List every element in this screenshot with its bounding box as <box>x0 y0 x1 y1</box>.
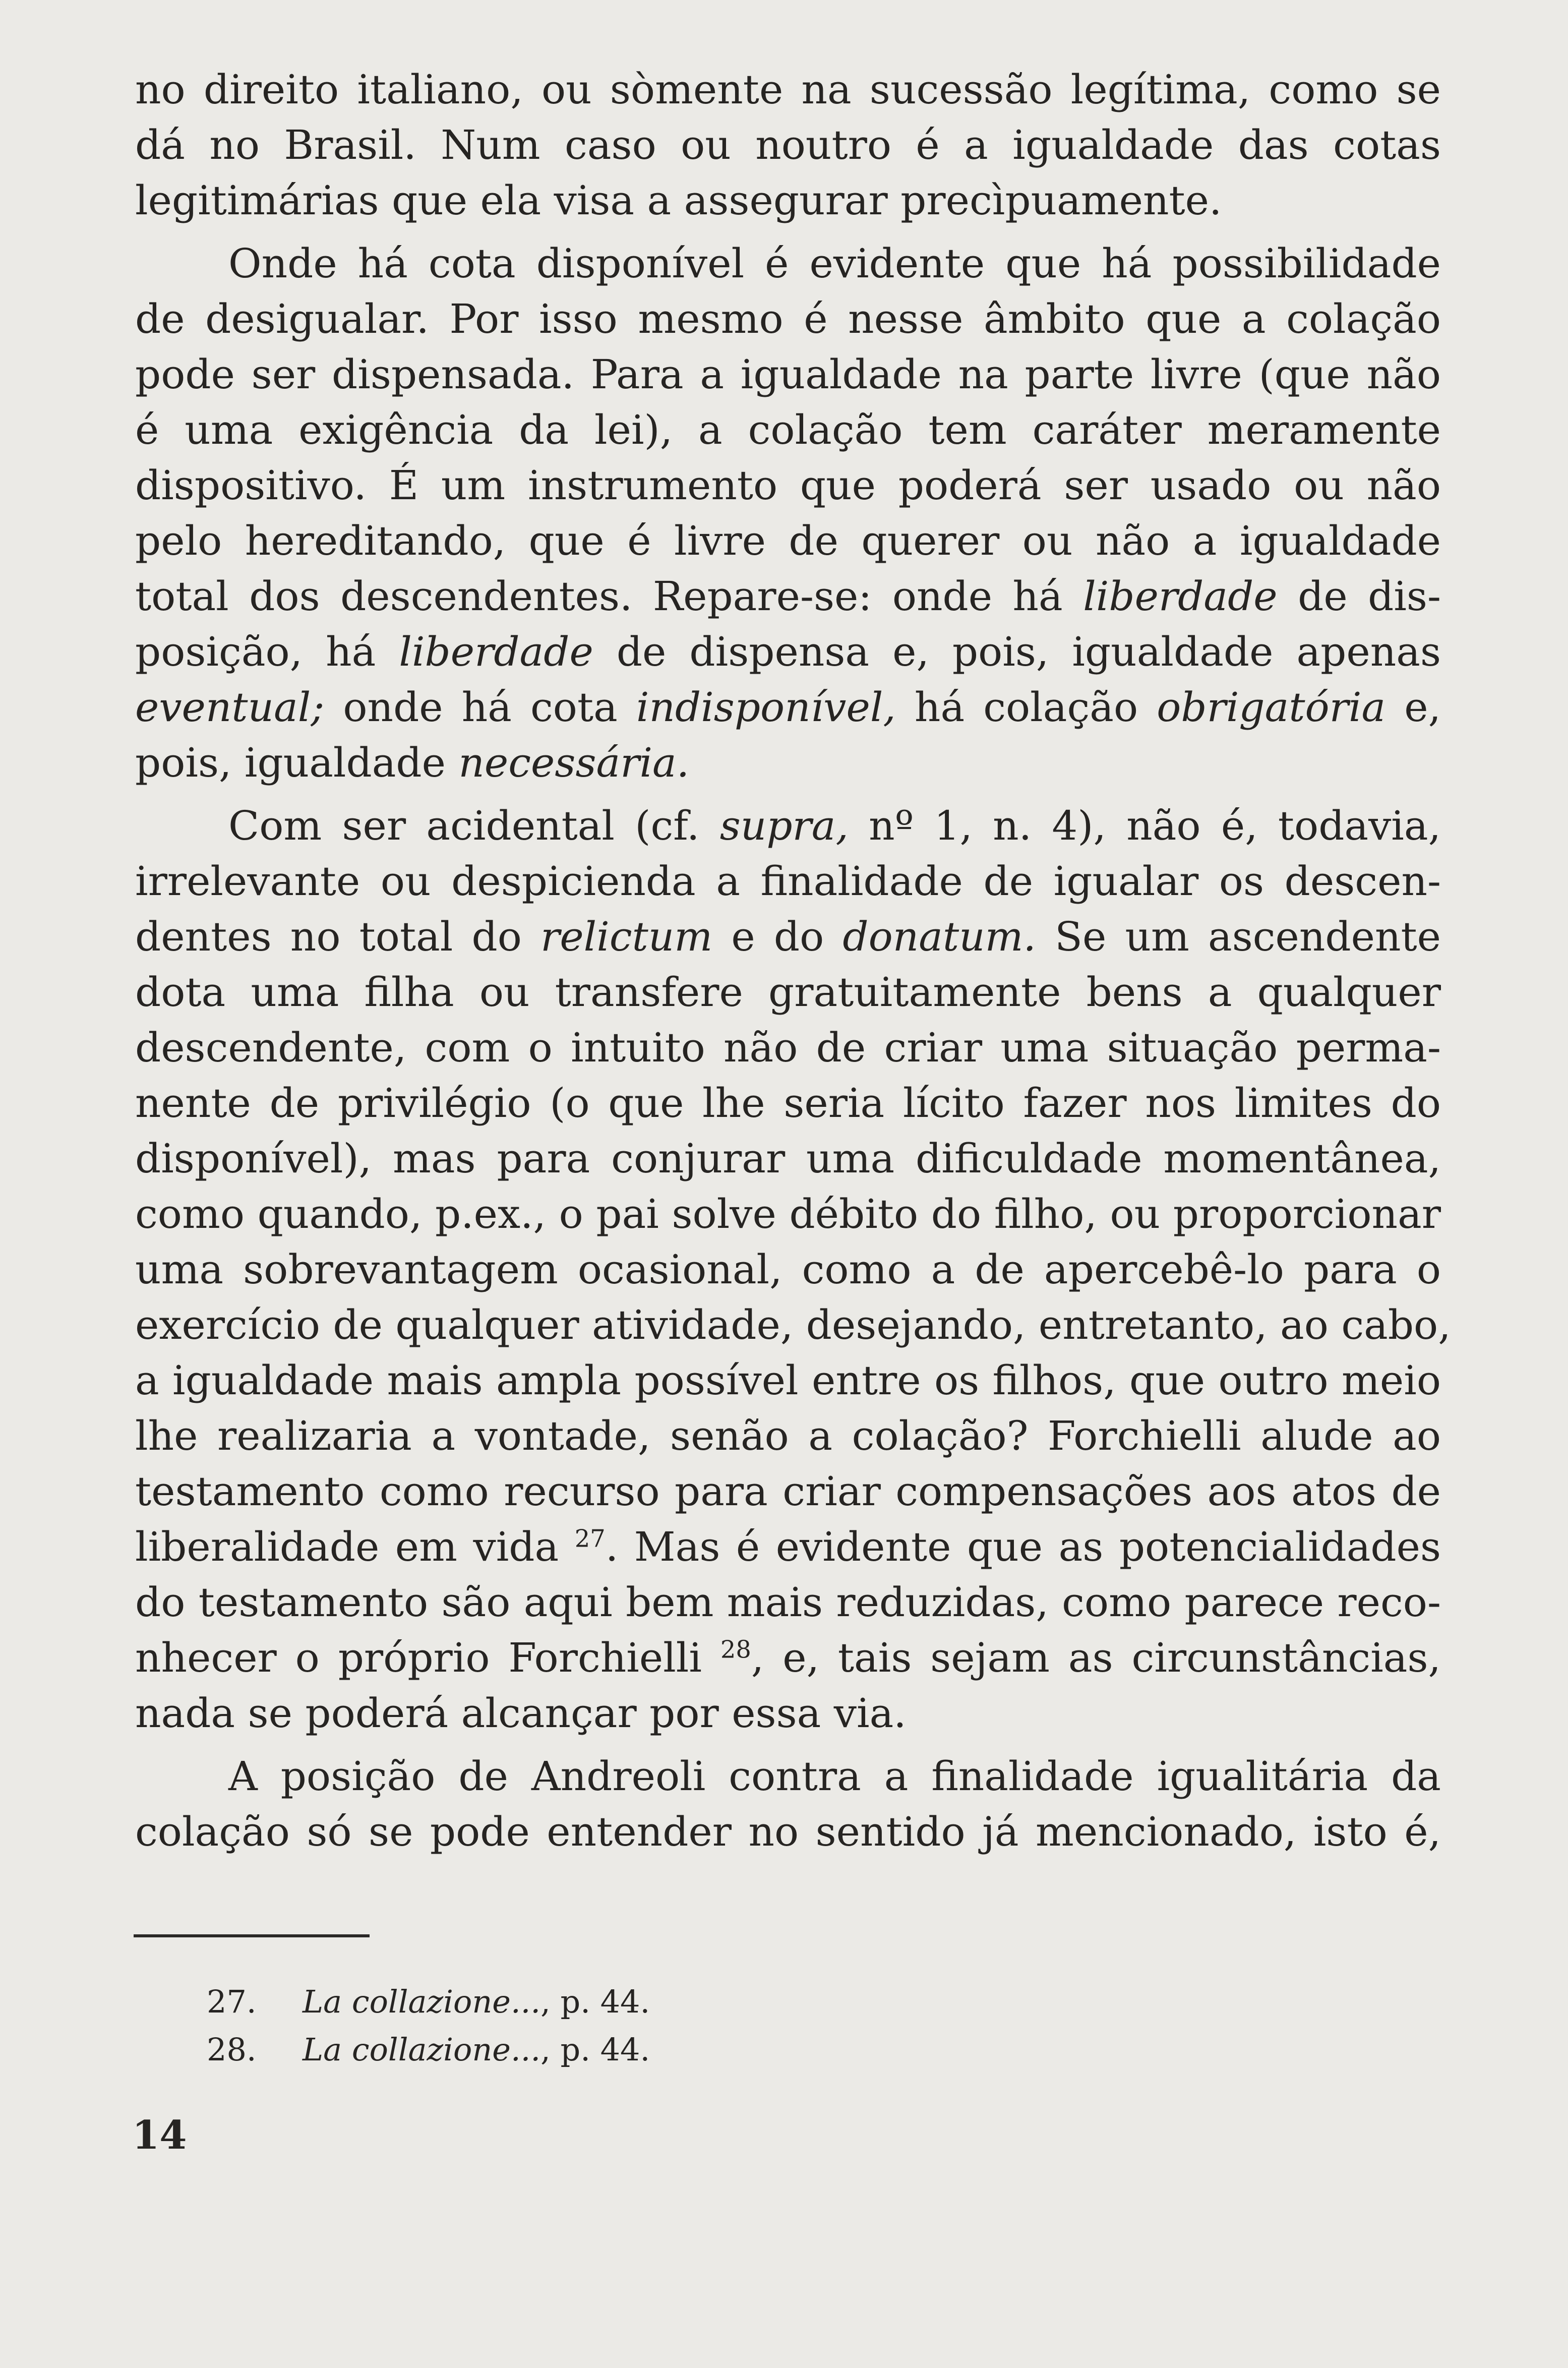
text-line <box>135 1466 1441 1517</box>
italic-text: obrigatória <box>1157 684 1386 731</box>
italic-text: eventual; <box>135 684 325 731</box>
text-segment: irrelevante ou despicienda a finalidade de igualar os descen- <box>135 858 1441 905</box>
text-segment: de dis- <box>1277 573 1441 620</box>
text-segment: Onde há cota disponível é evidente que há possibilidade <box>228 240 1441 287</box>
text-line <box>135 1355 1441 1406</box>
text-segment: A posição de Andreoli contra a finalidade igualitária da <box>228 1753 1441 1800</box>
text-segment: dota uma filha ou transfere gratuitamente bens a qualquer <box>135 969 1441 1016</box>
text-line <box>135 294 1441 344</box>
text-segment: lhe realizaria a vontade, senão a colação? Forchielli alude ao <box>135 1412 1441 1459</box>
text-segment: como quando, p.ex., o pai solve débito do filho, ou proporcionar <box>135 1191 1441 1237</box>
footnote-number: 28. <box>207 2031 257 2068</box>
text-segment: nhecer o próprio Forchielli <box>135 1634 720 1681</box>
text-line <box>135 516 1441 566</box>
italic-text: indisponível, <box>636 684 896 731</box>
footnote-separator <box>134 1934 370 1937</box>
text-segment: Se um ascendente <box>1036 913 1441 960</box>
text-segment: do testamento são aqui bem mais reduzidas, como parece reco- <box>135 1579 1441 1626</box>
text-line <box>228 239 1441 289</box>
text-line <box>135 1633 1441 1683</box>
text-line <box>135 1411 1441 1461</box>
text-segment: . Mas é evidente que as potencialidades <box>605 1523 1441 1570</box>
text-line <box>135 1245 1441 1295</box>
text-line <box>135 682 1441 733</box>
text-segment: e do <box>712 913 843 960</box>
italic-text: relictum <box>540 913 713 960</box>
text-line <box>135 460 1441 511</box>
text-segment: posição, há <box>135 628 399 675</box>
text-segment: testamento como recurso para criar compensações aos atos de <box>135 1468 1441 1515</box>
text-segment: é uma exigência da lei), a colação tem caráter meramente <box>135 406 1441 453</box>
italic-text: necessária. <box>458 739 690 786</box>
text-segment: dentes no total do <box>135 913 541 960</box>
text-line <box>135 856 1441 907</box>
text-line <box>135 1134 1441 1184</box>
text-segment: disponível), mas para conjurar uma dificuldade momentânea, <box>135 1135 1441 1182</box>
text-segment: há colação <box>895 684 1157 731</box>
text-line <box>135 120 1441 170</box>
footnote-number: 27. <box>207 1983 257 2020</box>
text-segment: liberalidade em vida <box>135 1523 575 1570</box>
text-line <box>135 1189 1441 1239</box>
text-line <box>135 627 1441 677</box>
text-segment: total dos descendentes. Repare-se: onde há <box>135 573 1083 620</box>
footnote-27 <box>207 1982 650 2022</box>
text-segment: no direito italiano, ou sòmente na sucessão legítima, como se <box>135 66 1441 113</box>
text-segment: Com ser acidental (cf. <box>228 802 720 849</box>
text-line <box>135 1078 1441 1129</box>
footnote-title: La collazione... <box>303 2031 541 2068</box>
text-line <box>228 801 1441 851</box>
footnote-28 <box>207 2030 650 2070</box>
text-segment: exercício de qualquer atividade, desejando, entretanto, ao cabo, <box>135 1301 1451 1348</box>
text-segment: dispositivo. É um instrumento que poderá ser usado ou não <box>135 462 1441 509</box>
italic-text: liberdade <box>1083 573 1278 620</box>
italic-text: liberdade <box>399 628 593 675</box>
text-segment: e, <box>1385 684 1441 731</box>
text-segment: onde há cota <box>324 684 636 731</box>
text-line <box>135 175 1222 226</box>
text-line <box>135 405 1441 455</box>
text-line <box>135 571 1441 622</box>
text-segment: nente de privilégio (o que lhe seria lícito fazer nos limites do <box>135 1080 1441 1127</box>
footnote-reference: 28 <box>720 1635 751 1664</box>
text-line <box>135 1300 1451 1350</box>
footnote-page: , p. 44. <box>540 1983 650 2020</box>
text-segment: pode ser dispensada. Para a igualdade na parte livre (que não <box>135 351 1441 398</box>
text-segment: nº 1, n. 4), não é, todavia, <box>848 802 1441 849</box>
text-line <box>135 1577 1441 1628</box>
text-segment: colação só se pode entender no sentido já mencionado, isto é, <box>135 1808 1441 1855</box>
text-line <box>135 912 1441 962</box>
text-line <box>135 65 1441 115</box>
italic-text: donatum. <box>842 913 1036 960</box>
text-line <box>135 1807 1441 1857</box>
text-line <box>228 1751 1441 1802</box>
text-segment: descendente, com o intuito não de criar uma situação perma- <box>135 1024 1441 1071</box>
text-segment: pois, igualdade <box>135 739 459 786</box>
page-number: 14 <box>132 2112 187 2158</box>
text-segment: dá no Brasil. Num caso ou noutro é a igualdade das cotas <box>135 122 1441 168</box>
footnote-reference: 27 <box>574 1524 606 1553</box>
text-line <box>135 967 1441 1018</box>
text-segment: , e, tais sejam as circunstâncias, <box>751 1634 1441 1681</box>
text-segment: nada se poderá alcançar por essa via. <box>135 1690 907 1737</box>
text-segment: pelo hereditando, que é livre de querer ou não a igualdade <box>135 517 1441 564</box>
text-segment: de dispensa e, pois, igualdade apenas <box>593 628 1441 675</box>
text-segment: uma sobrevantagem ocasional, como a de apercebê-lo para o <box>135 1246 1441 1293</box>
text-line <box>135 1023 1441 1073</box>
text-segment: de desigualar. Por isso mesmo é nesse âmbito que a colação <box>135 295 1441 342</box>
footnote-page: , p. 44. <box>540 2031 650 2068</box>
text-line <box>135 738 689 788</box>
text-segment: legitimárias que ela visa a assegurar precìpuamente. <box>135 177 1222 224</box>
footnote-title: La collazione... <box>303 1983 541 2020</box>
text-line <box>135 1688 907 1739</box>
italic-text: supra, <box>719 802 849 849</box>
text-line <box>135 349 1441 400</box>
text-line <box>135 1522 1441 1572</box>
text-segment: a igualdade mais ampla possível entre os filhos, que outro meio <box>135 1357 1441 1404</box>
